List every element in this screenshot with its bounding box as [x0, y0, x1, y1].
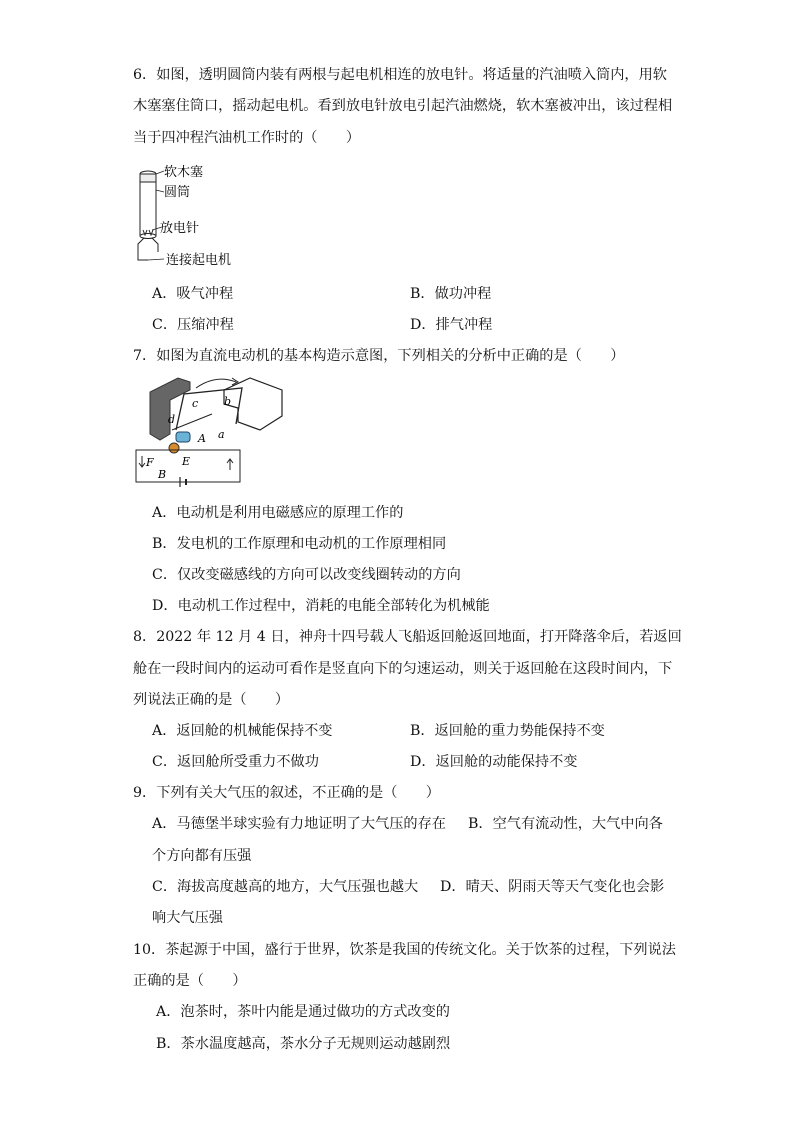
q8-option-a[interactable]: A．返回舱的机械能保持不变	[152, 723, 333, 739]
q9-option-d[interactable]: D．晴天、阴雨天等天气变化也会影	[440, 879, 665, 895]
q6-stem-line-1: 6．如图，透明圆筒内装有两根与起电机相连的放电针。将适量的汽油喷入筒内，用软	[133, 67, 667, 83]
label-F: F	[146, 456, 154, 469]
q9-option-c[interactable]: C．海拔高度越高的地方，大气压强也越大	[152, 879, 419, 895]
q6-option-d[interactable]: D．排气冲程	[410, 317, 493, 333]
label-b: b	[224, 395, 232, 408]
label-connect: 连接起电机	[166, 253, 232, 268]
q7-option-d[interactable]: D．电动机工作过程中，消耗的电能全部转化为机械能	[152, 598, 490, 614]
q7-option-a[interactable]: A．电动机是利用电磁感应的原理工作的	[152, 505, 404, 521]
tube-leader-line	[156, 190, 164, 192]
q9-option-d-continued: 响大气压强	[152, 910, 223, 926]
connect-leader-line	[148, 259, 164, 260]
q9-option-a[interactable]: A．马德堡半球实验有力地证明了大气压的存在	[152, 816, 446, 832]
brush	[169, 443, 179, 453]
wire-right	[152, 238, 158, 252]
q6-cylinder-figure	[130, 160, 250, 272]
current-arrow-right	[227, 459, 233, 470]
q8-option-d[interactable]: D．返回舱的动能保持不变	[410, 754, 578, 770]
commutator	[176, 432, 190, 442]
label-cork: 软木塞	[164, 165, 204, 180]
q7-stem-line-1: 7．如图为直流电动机的基本构造示意图，下列相关的分析中正确的是（ ）	[133, 348, 625, 364]
wire-left	[138, 238, 148, 260]
q6-option-a[interactable]: A．吸气冲程	[152, 286, 234, 302]
q9-option-b[interactable]: B．空气有流动性，大气中向各	[468, 816, 663, 832]
q8-stem-line-3: 列说法正确的是（ ）	[133, 692, 290, 708]
q10-stem-line-1: 10．茶起源于中国，盛行于世界，饮茶是我国的传统文化。关于饮茶的过程，下列说法	[133, 942, 676, 958]
q10-option-b[interactable]: B．茶水温度越高，茶水分子无规则运动越剧烈	[156, 1036, 451, 1052]
label-A: A	[198, 432, 206, 445]
q6-stem-line-3: 当于四冲程汽油机工作时的（ ）	[133, 130, 361, 146]
label-tube: 圆筒	[164, 185, 191, 200]
label-c: c	[192, 397, 199, 410]
label-E: E	[182, 455, 191, 468]
q10-stem-line-2: 正确的是（ ）	[133, 973, 247, 989]
label-a: a	[218, 428, 225, 441]
q6-option-c[interactable]: C．压缩冲程	[152, 317, 234, 333]
q9-stem-line-1: 9．下列有关大气压的叙述，不正确的是（ ）	[133, 785, 440, 801]
q6-option-b[interactable]: B．做功冲程	[410, 286, 492, 302]
current-arrow-left	[139, 456, 145, 467]
cork-leader-line	[156, 171, 164, 174]
cork-shape	[140, 174, 156, 182]
tube-bottom	[140, 234, 156, 239]
q9-option-b-continued: 个方向都有压强	[152, 848, 252, 864]
q7-option-b[interactable]: B．发电机的工作原理和电动机的工作原理相同	[152, 536, 447, 552]
q10-option-a[interactable]: A．泡茶时，茶叶内能是通过做功的方式改变的	[156, 1004, 450, 1020]
q8-option-b[interactable]: B．返回舱的重力势能保持不变	[410, 723, 605, 739]
label-d: d	[168, 413, 176, 426]
label-needle: 放电针	[160, 221, 200, 236]
discharge-needles	[143, 230, 153, 235]
magnet-pole-s	[224, 378, 282, 430]
magnet-pole-n	[150, 378, 190, 440]
q8-stem-line-1: 8．2022 年 12 月 4 日，神舟十四号载人飞船返回舱返回地面，打开降落伞后，若返回	[133, 629, 682, 645]
q7-option-c[interactable]: C．仅改变磁感线的方向可以改变线圈转动的方向	[152, 567, 461, 583]
q8-stem-line-2: 舱在一段时间内的运动可看作是竖直向下的匀速运动，则关于返回舱在这段时间内，下	[133, 661, 673, 677]
label-B: B	[158, 468, 167, 481]
q6-stem-line-2: 木塞塞住筒口，摇动起电机。看到放电针放电引起汽油燃烧，软木塞被冲出，该过程相	[133, 98, 673, 114]
q8-option-c[interactable]: C．返回舱所受重力不做功	[152, 754, 319, 770]
q7-motor-figure	[132, 374, 292, 494]
